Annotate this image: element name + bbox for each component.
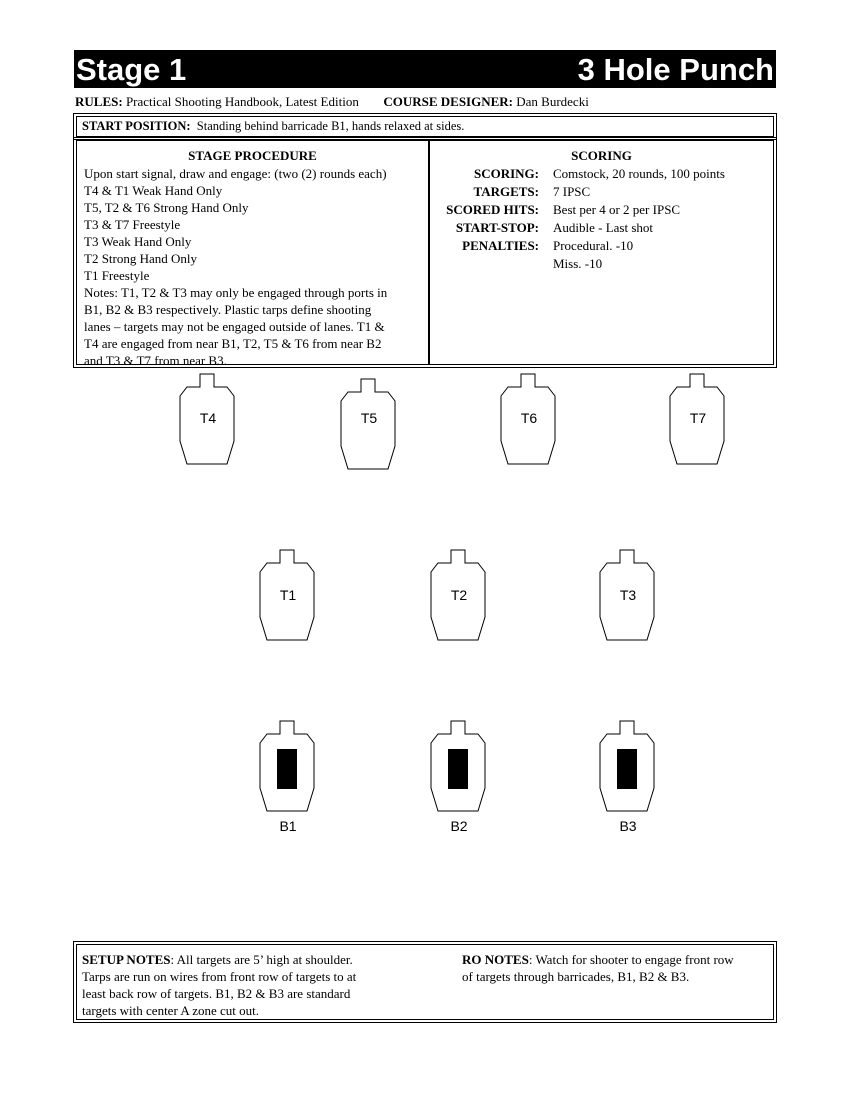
ro-notes [462,951,772,985]
b2-port [448,749,468,789]
scoring-row-label: SCORED HITS: [446,202,539,217]
scoring-row-value: 7 IPSC [553,184,591,199]
procedure-line: T1 Freestyle [84,268,150,283]
procedure-line: T2 Strong Hand Only [84,251,198,266]
notes-box [73,941,777,1023]
target-label-t5: T5 [360,410,378,426]
target-label-t1: T1 [279,587,297,603]
procedure-line: T3 Weak Hand Only [84,234,192,249]
scoring-row-value: Best per 4 or 2 per IPSC [553,202,681,217]
scoring-row-value: Audible - Last shot [553,220,654,235]
rules-value: Practical Shooting Handbook, Latest Edition [125,94,359,109]
designer-value: Dan Burdecki [516,94,589,109]
barricade-label-b2: B2 [450,818,468,834]
scoring-row-label: SCORING: [473,166,539,181]
scoring-row-label: START-STOP: [455,220,539,235]
target-label-t4: T4 [199,410,217,426]
setup-notes-line: least back row of targets. B1, B2 & B3 are standard [82,986,351,1001]
setup-notes-label: SETUP NOTES [82,952,171,967]
procedure-heading: STAGE PROCEDURE [188,148,317,163]
target-label-t6: T6 [520,410,538,426]
scoring-row-value: Procedural. -10 [553,238,634,253]
procedure-line: T4 are engaged from near B1, T2, T5 & T6 from near B2 [84,336,382,351]
scoring-heading: SCORING [571,148,632,163]
procedure-line: Upon start signal, draw and engage: (two (2) rounds each) [84,166,387,181]
setup-notes-line: : All targets are 5’ high at shoulder. [170,952,353,967]
barricade-label-b3: B3 [619,818,637,834]
procedure-line: T3 & T7 Freestyle [84,217,181,232]
stage-number: Stage 1 [76,52,187,87]
target-label-t7: T7 [689,410,707,426]
ro-notes-label: RO NOTES [462,952,529,967]
scoring-row-value: Miss. -10 [553,256,603,271]
scoring-row-label: TARGETS: [473,184,539,199]
procedure-line: B1, B2 & B3 respectively. Plastic tarps define shooting [84,302,372,317]
b1-port [277,749,297,789]
barricade-b1 [260,721,314,811]
procedure-line: T4 & T1 Weak Hand Only [84,183,223,198]
target-label-t3: T3 [619,587,637,603]
b3-port [617,749,637,789]
setup-notes-line: Tarps are run on wires from front row of targets to at [82,969,357,984]
stage-name: 3 Hole Punch [577,52,774,87]
target-label-t2: T2 [450,587,468,603]
designer-label: COURSE DESIGNER: [383,94,513,109]
barricade-b2 [431,721,485,811]
start-position-value: Standing behind barricade B1, hands relaxed at sides. [196,119,465,133]
procedure-line: Notes: T1, T2 & T3 may only be engaged through ports in [84,285,388,300]
rules-label: RULES: [75,94,123,109]
start-position-label: START POSITION: [82,119,191,133]
procedure-line: and T3 & T7 from near B3. [84,353,227,368]
scoring-row-label: PENALTIES: [462,238,539,253]
setup-notes [82,951,402,1019]
procedure-line: T5, T2 & T6 Strong Hand Only [84,200,249,215]
barricade-label-b1: B1 [279,818,297,834]
setup-notes-line: targets with center A zone cut out. [82,1003,260,1018]
barricade-b3 [600,721,654,811]
ro-notes-line: of targets through barricades, B1, B2 & B3. [462,969,690,984]
procedure-line: lanes – targets may not be engaged outside of lanes. T1 & [84,319,385,334]
scoring-row-value: Comstock, 20 rounds, 100 points [553,166,725,181]
ro-notes-line: : Watch for shooter to engage front row [528,952,734,967]
